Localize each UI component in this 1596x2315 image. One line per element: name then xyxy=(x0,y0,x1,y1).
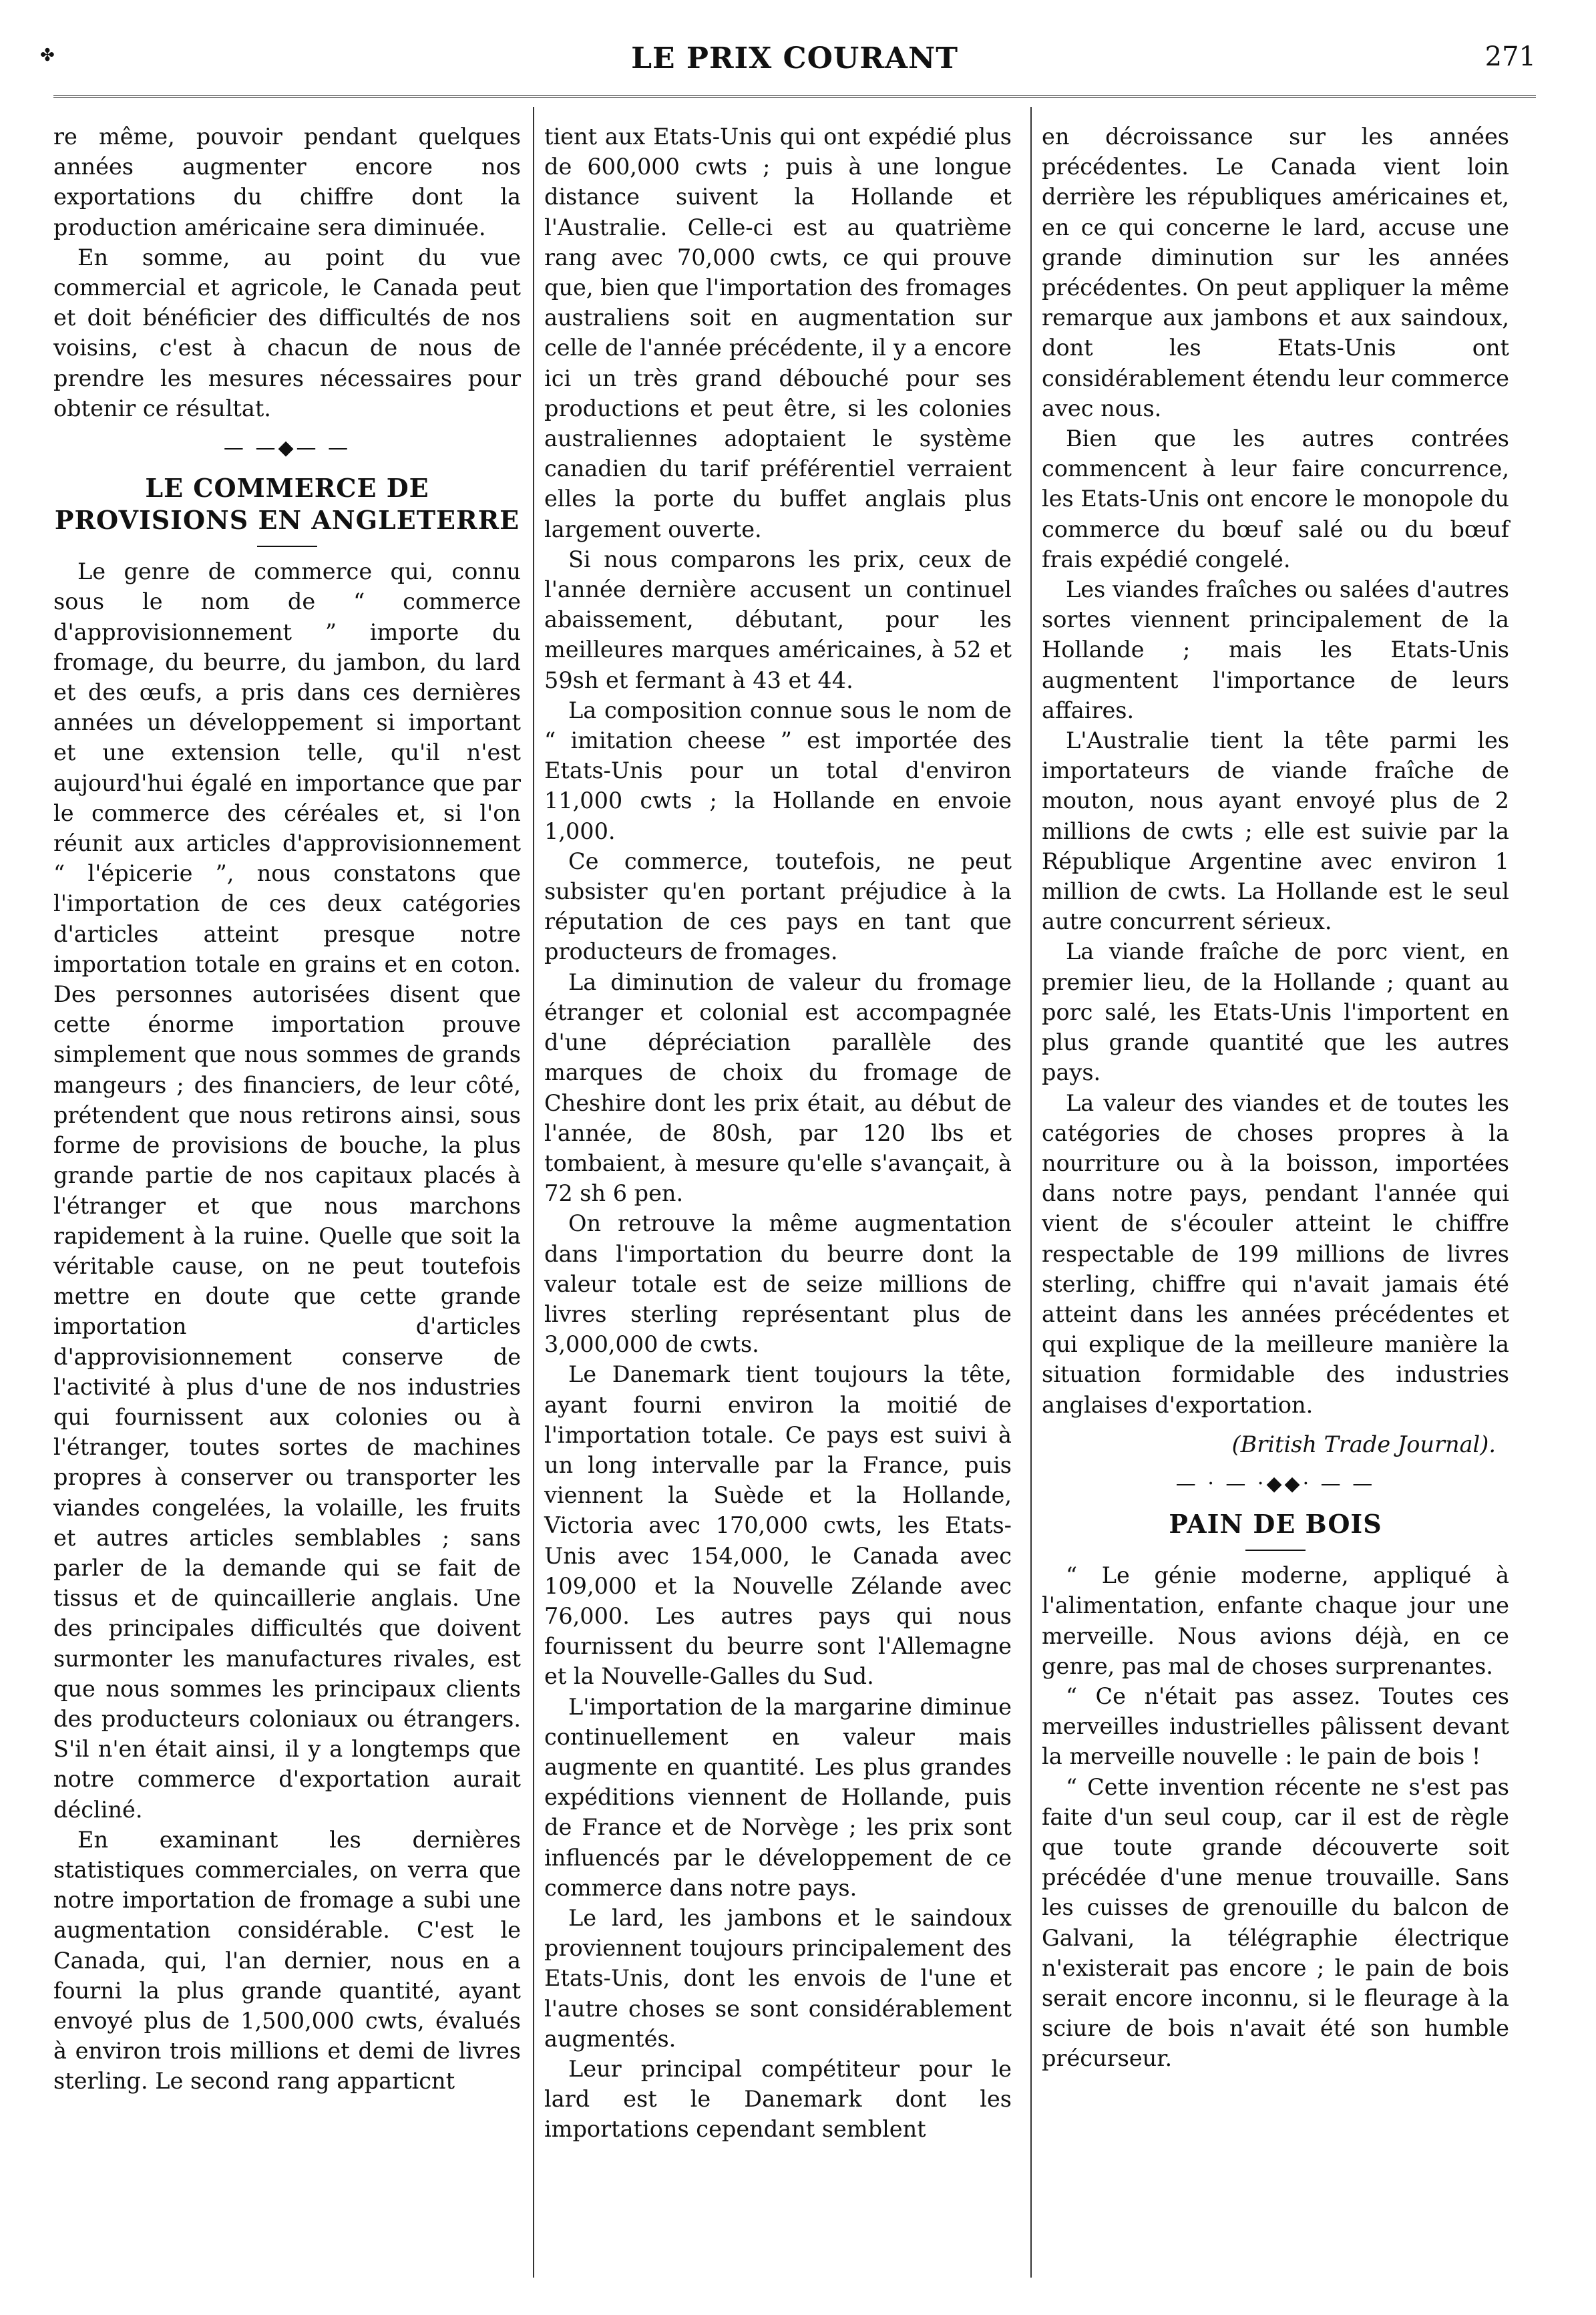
short-rule xyxy=(1245,1550,1306,1551)
paragraph: tient aux Etats-Unis qui ont expédié plus de 600,000 cwts ; puis à une longue distance suivent la Hollande et l'Australie. Celle-ci est au quatrième rang avec 70,000 cwts, ce qui prouve que, bien que l'importation des fromages australiens soit en augmentation sur celle de l'année précédente, il y a encore ici un très grand débouché pour ses productions et peut être, si les colonies australiennes adoptaient le système canadien du tarif préférentiel verraient elles la porte du buffet anglais plus largement ouverte. xyxy=(544,124,1012,542)
paragraph: On retrouve la même augmentation dans l'importation du beurre dont la valeur totale est de seize millions de livres sterling représentant plus de 3,000,000 de cwts. xyxy=(544,1210,1012,1358)
paragraph: Le lard, les jambons et le saindoux proviennent toujours principalement des Etats-Unis, dont les envois de l'une et l'autre choses se sont considérablement augmentés. xyxy=(544,1904,1012,2052)
article-heading: PAIN DE BOIS xyxy=(1169,1509,1382,1540)
column-divider xyxy=(533,107,534,2278)
page-header xyxy=(40,41,1536,88)
column-3 xyxy=(1042,122,1509,2074)
paragraph: en décroissance sur les années précédentes. Le Canada vient loin derrière les républiques américaines et, en ce qui concerne le lard, accuse une grande diminution sur les années précédentes. On peut appliquer la même remarque aux jambons et aux saindoux, dont les Etats-Unis ont considérablement étendu leur commerce avec nous. xyxy=(1042,124,1509,421)
paragraph: “ Ce n'était pas assez. Toutes ces merveilles industrielles pâlissent devant la merveille nouvelle : le pain de bois ! xyxy=(1042,1682,1509,1770)
paragraph: Le genre de commerce qui, connu sous le nom de “ commerce d'approvisionnement ” importe du fromage, du beurre, du jambon, du lard et des œufs, a pris dans ces dernières années un développement si important et une extension telle, qu'il n'est aujourd'hui égalé en importance que par le commerce des céréales et, si l'on réunit aux articles d'approvisionnement “ l'épicerie ”, nous constatons que l'importation de ces deux catégories d'articles atteint presque notre importation totale en grains et en coton. Des personnes autorisées disent que cette énorme importation prouve simplement que nous sommes de grands mangeurs ; des financiers, de leur côté, prétendent que nous retirons ainsi, sous forme de provisions de bouche, la plus grande partie de nos capitaux placés à l'étranger et que nous marchons rapidement à la ruine. Quelle que soit la véritable cause, on ne peut toutefois mettre en doute que cette grande importation d'articles d'approvisionnement conserve de l'activité à plus d'une de nos industries qui fournissent aux colonies ou à l'étranger, toutes sortes de machines propres à conserver ou transporter les viandes congelées, la volaille, les fruits et autres articles semblables ; sans parler de la demande qui se fait de tissus et de quincaillerie anglais. Une des principales difficultés que doivent surmonter les manufactures rivales, est que nous sommes les principaux clients des producteurs coloniaux ou étrangers. S'il n'en était ainsi, il y a longtemps que notre commerce d'exportation aurait décliné. xyxy=(53,558,521,1823)
short-rule xyxy=(257,546,317,547)
paragraph: “ Le génie moderne, appliqué à l'alimentation, enfante chaque jour une merveille. Nous avions déjà, en ce genre, pas mal de choses surprenantes. xyxy=(1042,1562,1509,1679)
ornament-divider: — —◆— — xyxy=(223,436,351,460)
paragraph: La composition connue sous le nom de “ imitation cheese ” est importée des Etats-Unis pour un total d'environ 11,000 cwts ; la Hollande en envoie 1,000. xyxy=(544,697,1012,844)
paragraph: L'Australie tient la tête parmi les importateurs de viande fraîche de mouton, nous ayant envoyé plus de 2 millions de cwts ; elle est suivie par la République Argentine avec environ 1 million de cwts. La Hollande est le seul autre concurrent sérieux. xyxy=(1042,727,1509,935)
paragraph: “ Cette invention récente ne s'est pas faite d'un seul coup, car il est de règle que toute grande découverte soit précédée d'une menue trouvaille. Sans les cuisses de grenouille du balcon de Galvani, la télégraphie électrique n'existerait pas encore ; le pain de bois serait encore inconnu, si le fleurage à la sciure de bois n'avait été son humble précurseur. xyxy=(1042,1773,1509,2072)
paragraph: re même, pouvoir pendant quelques années augmenter encore nos exportations du chiffre dont la production américaine sera diminuée. xyxy=(53,124,521,240)
column-1 xyxy=(53,122,521,2097)
paragraph: Le Danemark tient toujours la tête, ayant fourni environ la moitié de l'importation totale. Ce pays est suivi à un long intervalle par la France, puis viennent la Suède et la Hollande, Victoria avec 170,000 cwts, les Etats-Unis avec 154,000, le Canada avec 109,000 et la Nouvelle Zélande avec 76,000. Les autres pays qui nous fournissent du beurre sont l'Allemagne et la Nouvelle-Galles du Sud. xyxy=(544,1361,1012,1690)
paragraph: Les viandes fraîches ou salées d'autres sortes viennent principalement de la Hollande ; mais les Etats-Unis augmentent l'importance de leurs affaires. xyxy=(1042,576,1509,723)
printer-mark: ✤ xyxy=(40,45,55,65)
source-citation: (British Trade Journal). xyxy=(1231,1431,1496,1457)
article-heading: LE COMMERCE DE PROVISIONS EN ANGLETERRE xyxy=(54,473,520,536)
paragraph: Ce commerce, toutefois, ne peut subsister qu'en portant préjudice à la réputation de ces pays en tant que producteurs de fromages. xyxy=(544,848,1012,965)
page-title: LE PRIX COURANT xyxy=(631,41,958,75)
header-rule xyxy=(53,95,1536,98)
paragraph: Bien que les autres contrées commencent à leur faire concurrence, les Etats-Unis ont encore le monopole du commerce du bœuf salé ou du bœuf frais expédié congelé. xyxy=(1042,425,1509,572)
paragraph: La diminution de valeur du fromage étranger et colonial est accompagnée d'une dépréciation parallèle des marques de choix du fromage de Cheshire dont les prix était, au début de l'année, de 80sh, par 120 lbs et tombaient, à mesure qu'elle s'avançait, à 72 sh 6 pen. xyxy=(544,968,1012,1207)
paragraph: Leur principal compétiteur pour le lard est le Danemark dont les importations cependant semblent xyxy=(544,2056,1012,2143)
paragraph: En examinant les dernières statistiques commerciales, on verra que notre importation de fromage a subi une augmentation considérable. C'est le Canada, qui, l'an dernier, nous en a fourni la plus grande quantité, ayant envoyé plus de 1,500,000 cwts, évalués à environ trois millions et demi de livres sterling. Le second rang apparticnt xyxy=(53,1826,521,2095)
page-number: 271 xyxy=(1484,41,1536,72)
paragraph: L'importation de la margarine diminue continuellement en valeur mais augmente en quantité. Les plus grandes expéditions viennent de Hollande, puis de France et de Norvège ; les prix sont influencés par le développement de ce commerce dans notre pays. xyxy=(544,1693,1012,1901)
column-divider xyxy=(1030,107,1032,2278)
paragraph: La viande fraîche de porc vient, en premier lieu, de la Hollande ; quant au porc salé, les Etats-Unis l'importent en plus grande quantité que les autres pays. xyxy=(1042,938,1509,1086)
paragraph: En somme, au point du vue commercial et agricole, le Canada peut et doit bénéficier des difficultés de nos voisins, c'est à chacun de nous de prendre les mesures nécessaires pour obtenir ce résultat. xyxy=(53,244,521,421)
paragraph: Si nous comparons les prix, ceux de l'année dernière accusent un continuel abaissement, débutant, pour les meilleures marques américaines, à 52 et 59sh et fermant à 43 et 44. xyxy=(544,546,1012,693)
paragraph: La valeur des viandes et de toutes les catégories de choses propres à la nourriture ou à la boisson, importées dans notre pays, pendant l'année qui vient de s'écouler atteint le chiffre respectable de 199 millions de livres sterling, chiffre qui n'avait jamais été atteint dans les années précédentes et qui explique de la meilleure manière la situation formidable des industries anglaises d'exportation. xyxy=(1042,1089,1509,1418)
ornament-divider: — · — ·◆◆· — — xyxy=(1175,1471,1376,1495)
column-2 xyxy=(544,122,1012,2145)
